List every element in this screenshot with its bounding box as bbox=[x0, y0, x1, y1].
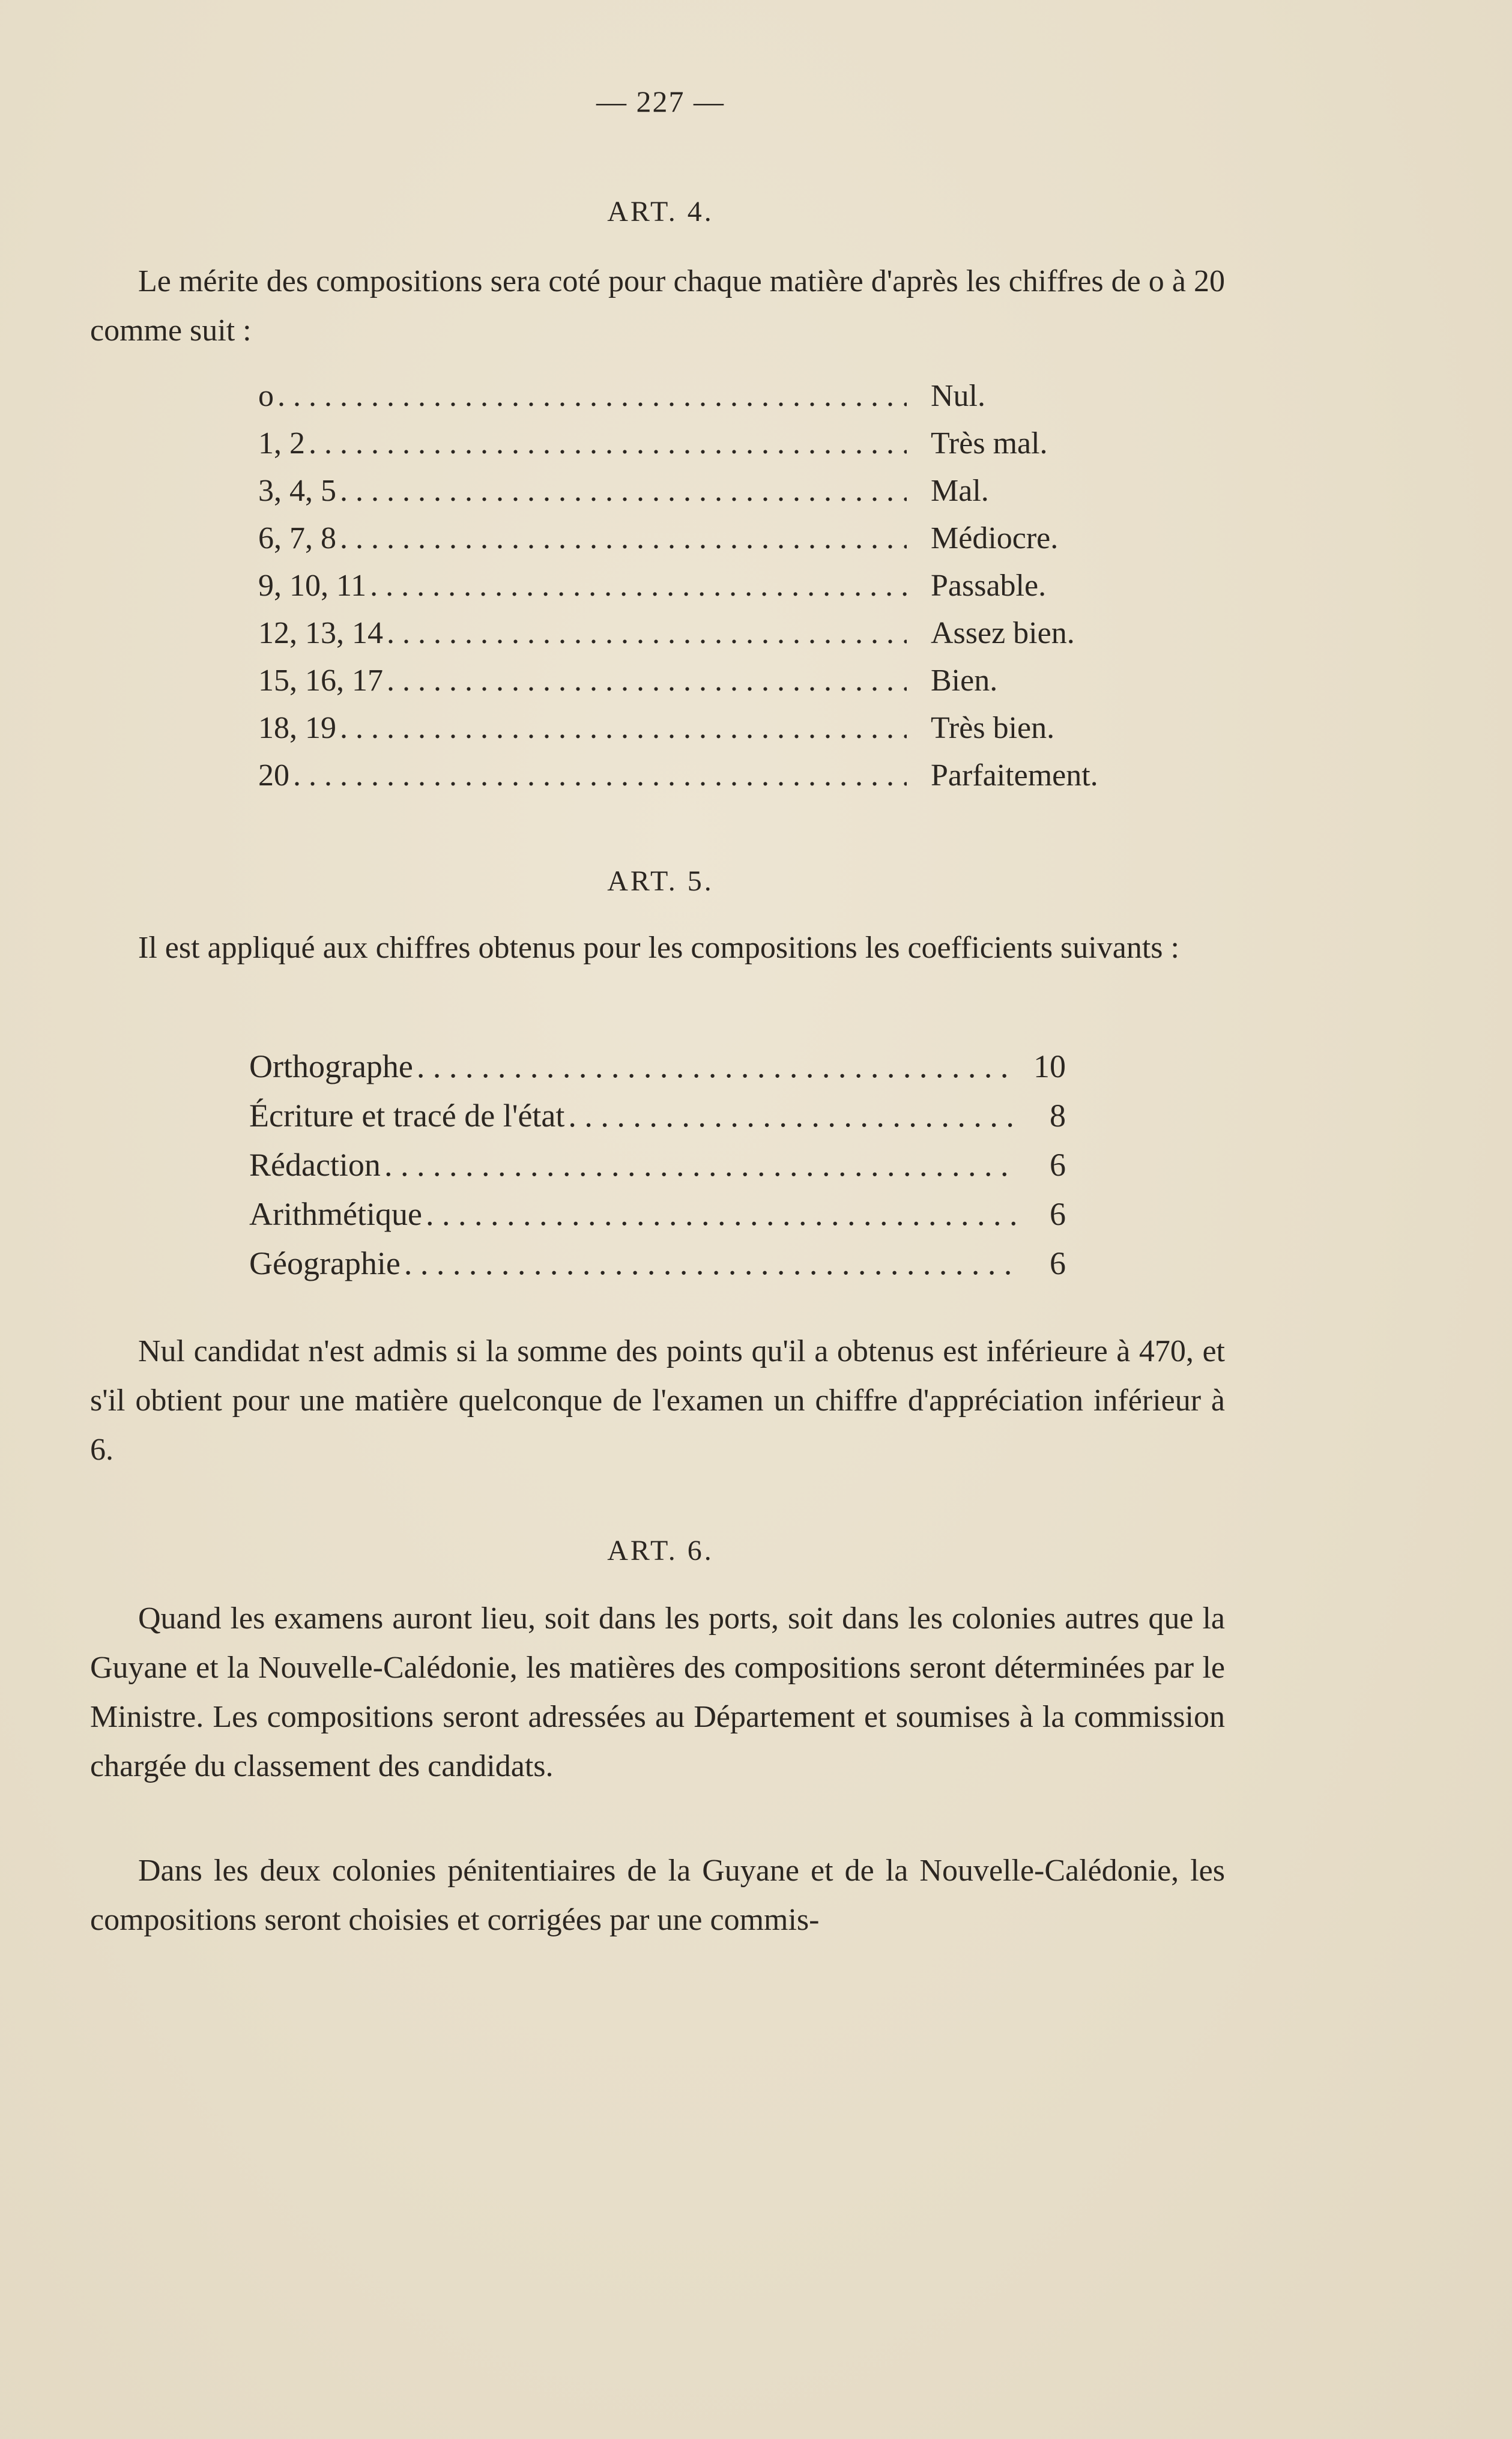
grade-label: Bien. bbox=[931, 663, 998, 698]
coefficient-value: 8 bbox=[1050, 1098, 1066, 1134]
coefficient-value: 6 bbox=[1050, 1196, 1066, 1232]
coefficient-value: 6 bbox=[1050, 1147, 1066, 1183]
grade-range: 15, 16, 17 bbox=[258, 663, 383, 698]
grade-row bbox=[258, 473, 1147, 515]
coefficient-value: 6 bbox=[1050, 1245, 1066, 1281]
subject-name: Écriture et tracé de l'état bbox=[249, 1098, 565, 1134]
article-5-rule: Nul candidat n'est admis si la somme des points qu'il a obtenus est inférieure à 470, et s'il obtient pour une matière quelconque de l'examen un chiffre d'appréciation inférieur à 6. bbox=[90, 1334, 1225, 1467]
grade-range: 6, 7, 8 bbox=[258, 521, 336, 555]
article-4-heading: ART. 4. bbox=[607, 196, 714, 228]
dot-leader bbox=[381, 1146, 1018, 1183]
article-4-intro: Le mérite des compositions sera coté pour chaque matière d'après les chiffres de o à 20 comme suit : bbox=[90, 264, 1225, 348]
grade-range: 9, 10, 11 bbox=[258, 569, 367, 603]
dot-leader bbox=[336, 521, 907, 556]
grade-label: Très bien. bbox=[931, 711, 1055, 745]
grade-label: Médiocre. bbox=[931, 521, 1059, 555]
grade-row bbox=[258, 521, 1147, 563]
dot-leader bbox=[383, 663, 907, 698]
coefficient-row bbox=[249, 1146, 1066, 1188]
grade-label: Assez bien. bbox=[931, 616, 1075, 650]
dot-leader bbox=[383, 615, 907, 651]
subject-name: Arithmétique bbox=[249, 1196, 422, 1232]
grade-row bbox=[258, 426, 1147, 468]
page-number: — 227 — bbox=[596, 85, 725, 118]
subject-name: Rédaction bbox=[249, 1147, 381, 1183]
grade-range: 12, 13, 14 bbox=[258, 616, 383, 650]
coefficient-value: 10 bbox=[1033, 1048, 1066, 1084]
grade-range: o bbox=[258, 379, 274, 413]
dot-leader bbox=[564, 1097, 1018, 1134]
coefficient-row bbox=[249, 1097, 1066, 1139]
coefficient-row bbox=[249, 1245, 1066, 1287]
dot-leader bbox=[366, 568, 907, 603]
subject-name: Géographie bbox=[249, 1245, 401, 1281]
grade-row bbox=[258, 710, 1147, 752]
grade-row bbox=[258, 378, 1147, 420]
grade-range: 1, 2 bbox=[258, 426, 305, 461]
article-5-intro: Il est appliqué aux chiffres obtenus pour les compositions les coefficients suivants : bbox=[138, 931, 1179, 965]
grade-label: Mal. bbox=[931, 474, 989, 508]
article-6-heading: ART. 6. bbox=[607, 1535, 714, 1567]
grade-range: 18, 19 bbox=[258, 711, 336, 745]
subject-name: Orthographe bbox=[249, 1048, 413, 1084]
dot-leader bbox=[274, 378, 907, 414]
dot-leader bbox=[289, 758, 907, 793]
grade-row bbox=[258, 568, 1147, 610]
grade-label: Parfaitement. bbox=[931, 758, 1098, 793]
grade-row bbox=[258, 663, 1147, 705]
dot-leader bbox=[401, 1245, 1018, 1282]
grade-label: Nul. bbox=[931, 379, 985, 413]
coefficient-row bbox=[249, 1195, 1066, 1238]
dot-leader bbox=[305, 426, 907, 461]
dot-leader bbox=[336, 710, 907, 746]
dot-leader bbox=[413, 1048, 1018, 1085]
article-6-paragraph-1: Quand les examens auront lieu, soit dans les ports, soit dans les colonies autres que la Guyane et la Nouvelle-Calédonie, les matières des compositions seront déterminées par le Ministre. Les compositions seront adressées au Département et soumises à la commission chargée du classement des candidats. bbox=[90, 1601, 1225, 1783]
grade-range: 3, 4, 5 bbox=[258, 474, 336, 508]
article-5-heading: ART. 5. bbox=[607, 865, 714, 897]
grade-label: Passable. bbox=[931, 569, 1047, 603]
dot-leader bbox=[422, 1195, 1018, 1233]
dot-leader bbox=[336, 473, 907, 509]
grade-range: 20 bbox=[258, 758, 289, 793]
article-6-paragraph-2: Dans les deux colonies pénitentiaires de la Guyane et de la Nouvelle-Calédonie, les compositions seront choisies et corrigées par une commis- bbox=[90, 1854, 1225, 1937]
coefficient-row bbox=[249, 1048, 1066, 1090]
grade-row bbox=[258, 758, 1147, 800]
grade-label: Très mal. bbox=[931, 426, 1048, 461]
grade-row bbox=[258, 615, 1147, 657]
